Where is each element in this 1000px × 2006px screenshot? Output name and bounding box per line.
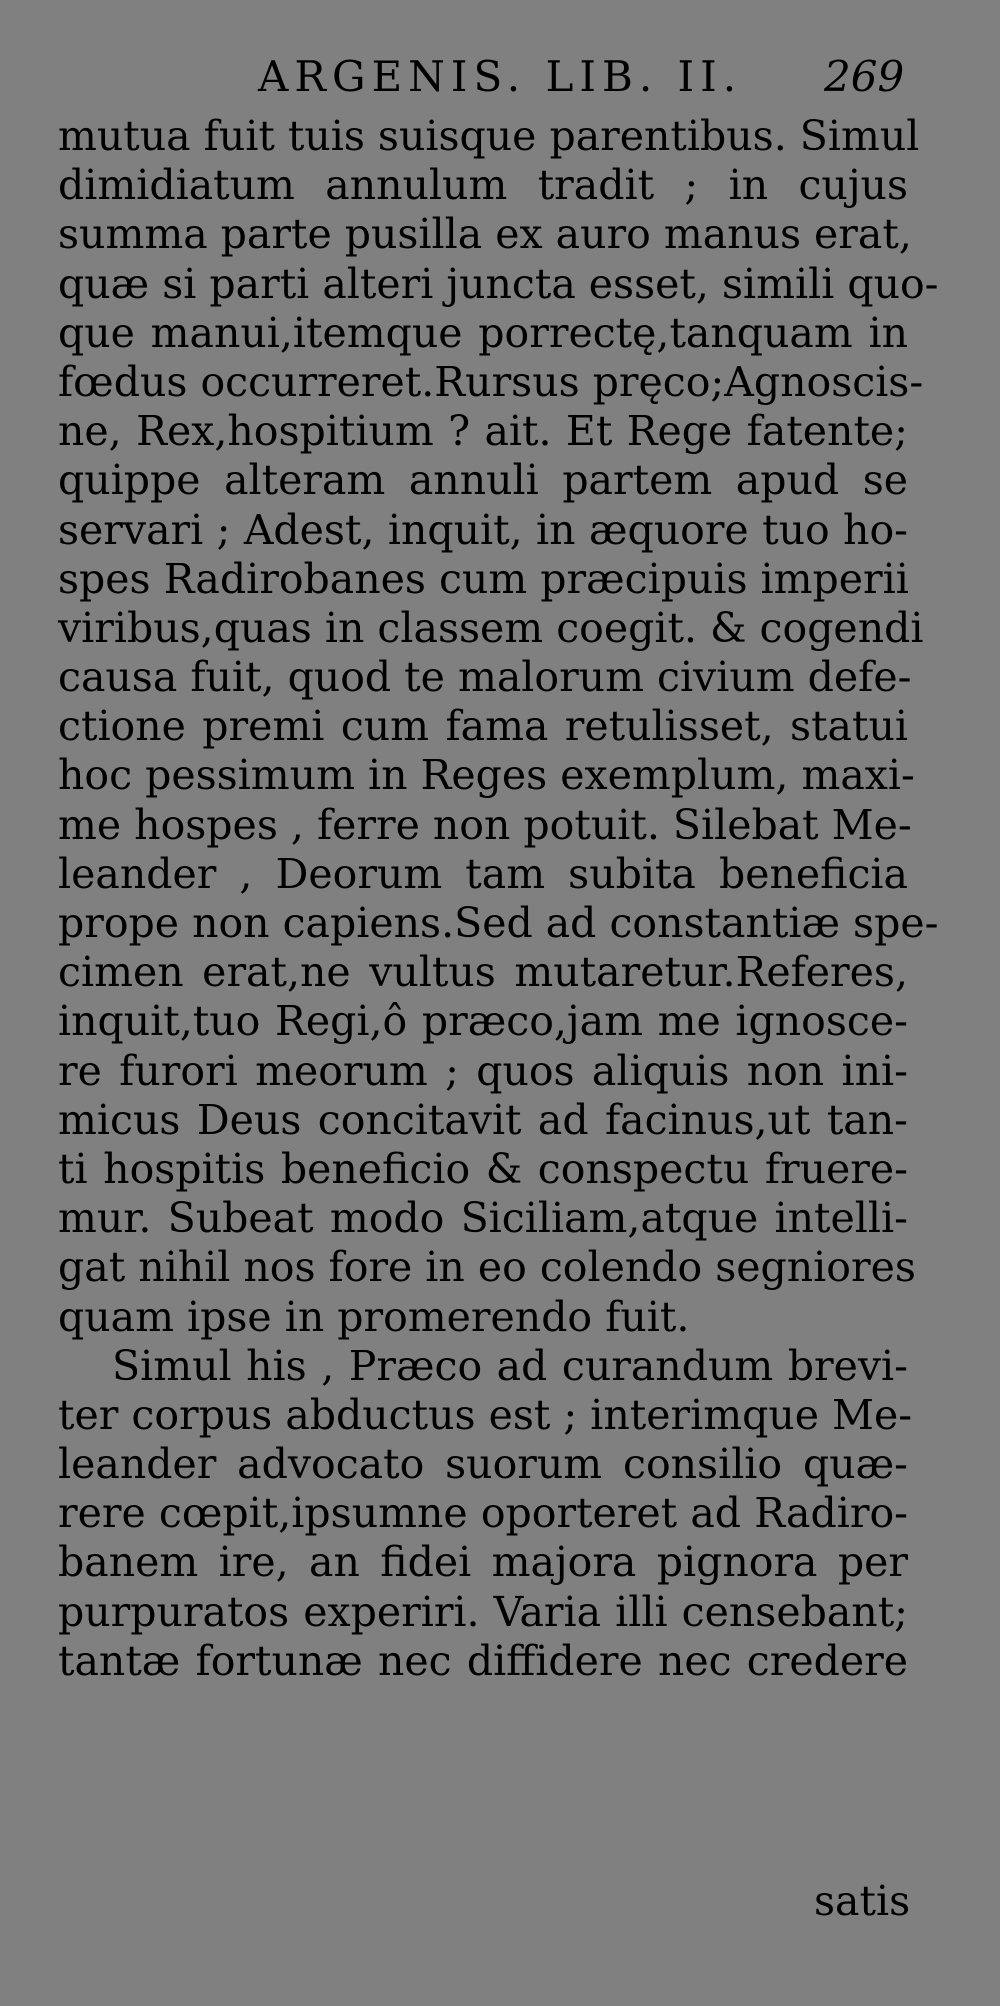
text-line: spes Radirobanes cum præcipuis imperii	[58, 554, 909, 603]
text-line: rere cœpit,ipsumne oporteret ad Radiro-	[58, 1489, 908, 1538]
text-line: leander , Deorum tam subita beneficia	[58, 849, 908, 898]
text-line: servari ; Adest, inquit, in æquore tuo ho-	[58, 505, 908, 554]
text-line: mur. Subeat modo Siciliam,atque intelli-	[58, 1194, 908, 1243]
text-line: re furori meorum ; quos aliquis non ini-	[58, 1046, 908, 1095]
page-number: 269	[824, 52, 905, 101]
text-line: ti hospitis beneficio & conspectu fruere-	[58, 1144, 908, 1193]
text-line: mutua fuit tuis suisque parentibus. Simul	[58, 112, 920, 160]
text-line: causa fuit, quod te malorum civium defe-	[58, 653, 912, 702]
body-text	[58, 112, 939, 1686]
text-line: quippe alteram annuli partem apud se	[58, 456, 908, 505]
text-line: tantæ fortunæ nec diffidere nec credere	[58, 1636, 908, 1685]
text-line: ne, Rex,hospitium ? ait. Et Rege fatente;	[58, 407, 908, 456]
running-head	[0, 52, 1000, 112]
text-line: purpuratos experiri. Varia illi censebant;	[58, 1587, 908, 1636]
text-line: micus Deus concitavit ad facinus,ut tan-	[58, 1095, 908, 1144]
text-line: cimen erat,ne vultus mutaretur.Referes,	[58, 948, 908, 997]
text-line: Simul his , Præco ad curandum brevi-	[112, 1341, 908, 1390]
text-line: inquit,tuo Regi,ô præco,jam me ignosce-	[58, 997, 908, 1046]
text-line: ter corpus abductus est ; interimque Me-	[58, 1390, 913, 1439]
catchword: satis	[814, 1877, 911, 1925]
text-line: leander advocato suorum consilio quæ-	[58, 1440, 908, 1489]
text-line: banem ire, an fidei majora pignora per	[58, 1538, 908, 1587]
text-line: quam ipse in promerendo fuit.	[58, 1292, 690, 1341]
text-line: gat nihil nos fore in eo colendo segniores	[58, 1243, 916, 1292]
text-line: prope non capiens.Sed ad constantiæ spe-	[58, 899, 939, 947]
text-line: me hospes , ferre non potuit. Silebat Me-	[58, 800, 912, 849]
text-line: fœdus occurreret.Rursus pręco;Agnoscis-	[58, 357, 924, 406]
text-line: ctione premi cum fama retulisset, statui	[58, 702, 908, 751]
running-title: ARGENIS. LIB. II.	[258, 52, 743, 101]
text-line: dimidiatum annulum tradit ; in cujus	[58, 161, 908, 210]
text-line: hoc pessimum in Reges exemplum, maxi-	[58, 751, 915, 800]
text-line: summa parte pusilla ex auro manus erat,	[58, 210, 912, 259]
text-line: viribus,quas in classem coegit. & cogendi	[58, 603, 924, 652]
text-line: quæ si parti alteri juncta esset, simili quo-	[58, 259, 939, 308]
text-line: que manui,itemque porrectę,tanquam in	[58, 308, 908, 357]
